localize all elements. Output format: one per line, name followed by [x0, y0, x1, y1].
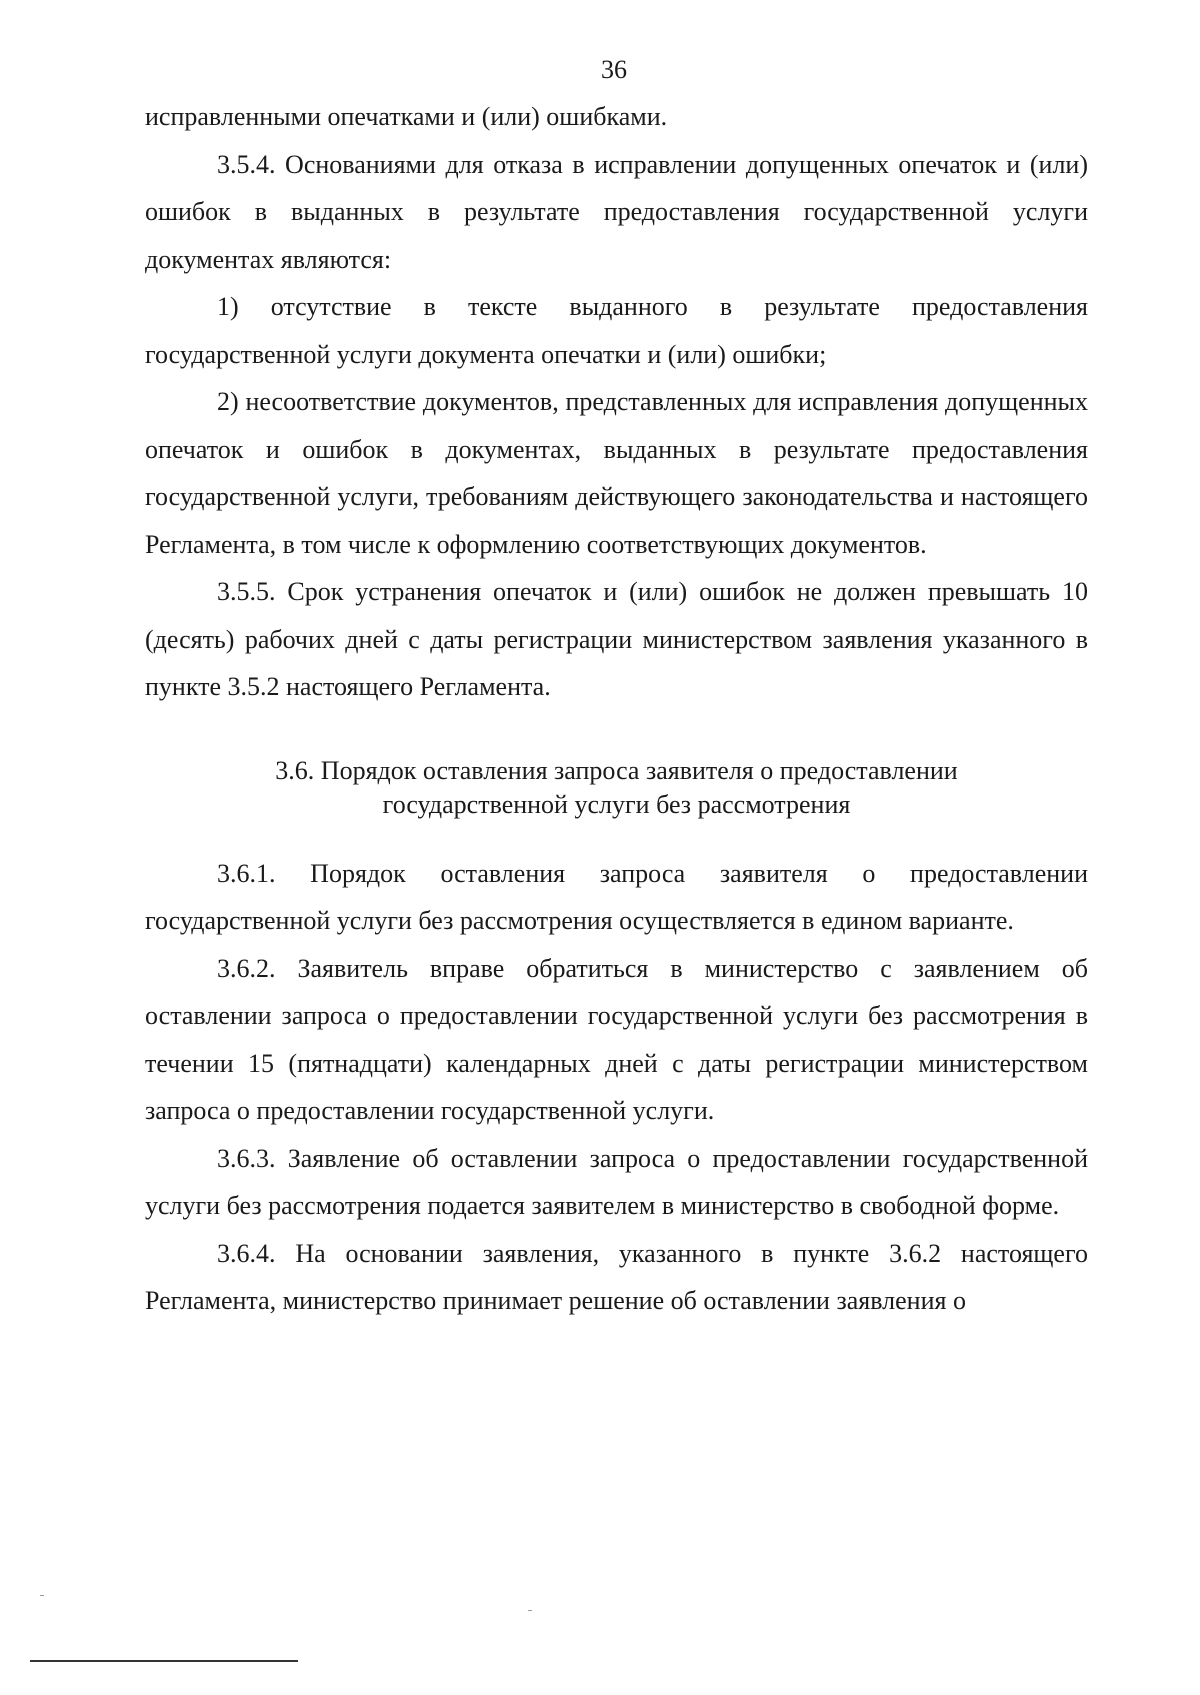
page-number: 36 [601, 55, 627, 84]
paragraph-3-6-4: 3.6.4. На основании заявления, указанного в пункте 3.6.2 настоящего Регламента, министерство принимает решение об оставлении заявления о [145, 1238, 1088, 1315]
section-heading-line-2: государственной услуги без рассмотрения [382, 789, 851, 819]
paragraph-3-5-4: 3.5.4. Основаниями для отказа в исправлении допущенных опечаток и (или) ошибок в выданных в результате предоставления государственной услуги документах являются: [145, 149, 1088, 274]
paragraph-item-2: 2) несоответствие документов, представленных для исправления допущенных опечаток и ошибок в документах, выданных в результате предоставления государственной услуги, требованиям действующего законодательства и настоящего Регламента, в том числе к оформлению соответствующих документов. [145, 387, 1088, 559]
paragraph-continuation: исправленными опечатками и (или) ошибками. [145, 102, 668, 131]
section-heading-3-6 [145, 754, 1088, 822]
paragraph-3-6-2: 3.6.2. Заявитель вправе обратиться в министерство с заявлением об оставлении запроса о предоставлении государственной услуги без рассмотрения в течении 15 (пятнадцати) календарных дней с даты регистрации министерством запроса о предоставлении государственной услуги. [145, 953, 1088, 1125]
paragraph-3-6-1: 3.6.1. Порядок оставления запроса заявителя о предоставлении государственной услуги без рассмотрения осуществляется в едином варианте. [145, 858, 1088, 935]
scan-artifact [40, 1595, 44, 1596]
paragraph-3-6-3: 3.6.3. Заявление об оставлении запроса о предоставлении государственной услуги без рассмотрения подается заявителем в министерство в свободной форме. [145, 1143, 1088, 1220]
section-heading-line-1: 3.6. Порядок оставления запроса заявителя о предоставлении [275, 755, 958, 785]
scan-artifact [528, 1610, 532, 1611]
paragraph-3-5-5: 3.5.5. Срок устранения опечаток и (или) ошибок не должен превышать 10 (десять) рабочих дней с даты регистрации министерством заявления указанного в пункте 3.5.2 настоящего Регламента. [145, 577, 1088, 701]
footer-rule [30, 1660, 298, 1662]
paragraph-item-1: 1) отсутствие в тексте выданного в результате предоставления государственной услуги документа опечатки и (или) ошибки; [145, 292, 1088, 369]
document-body [145, 93, 1088, 1325]
